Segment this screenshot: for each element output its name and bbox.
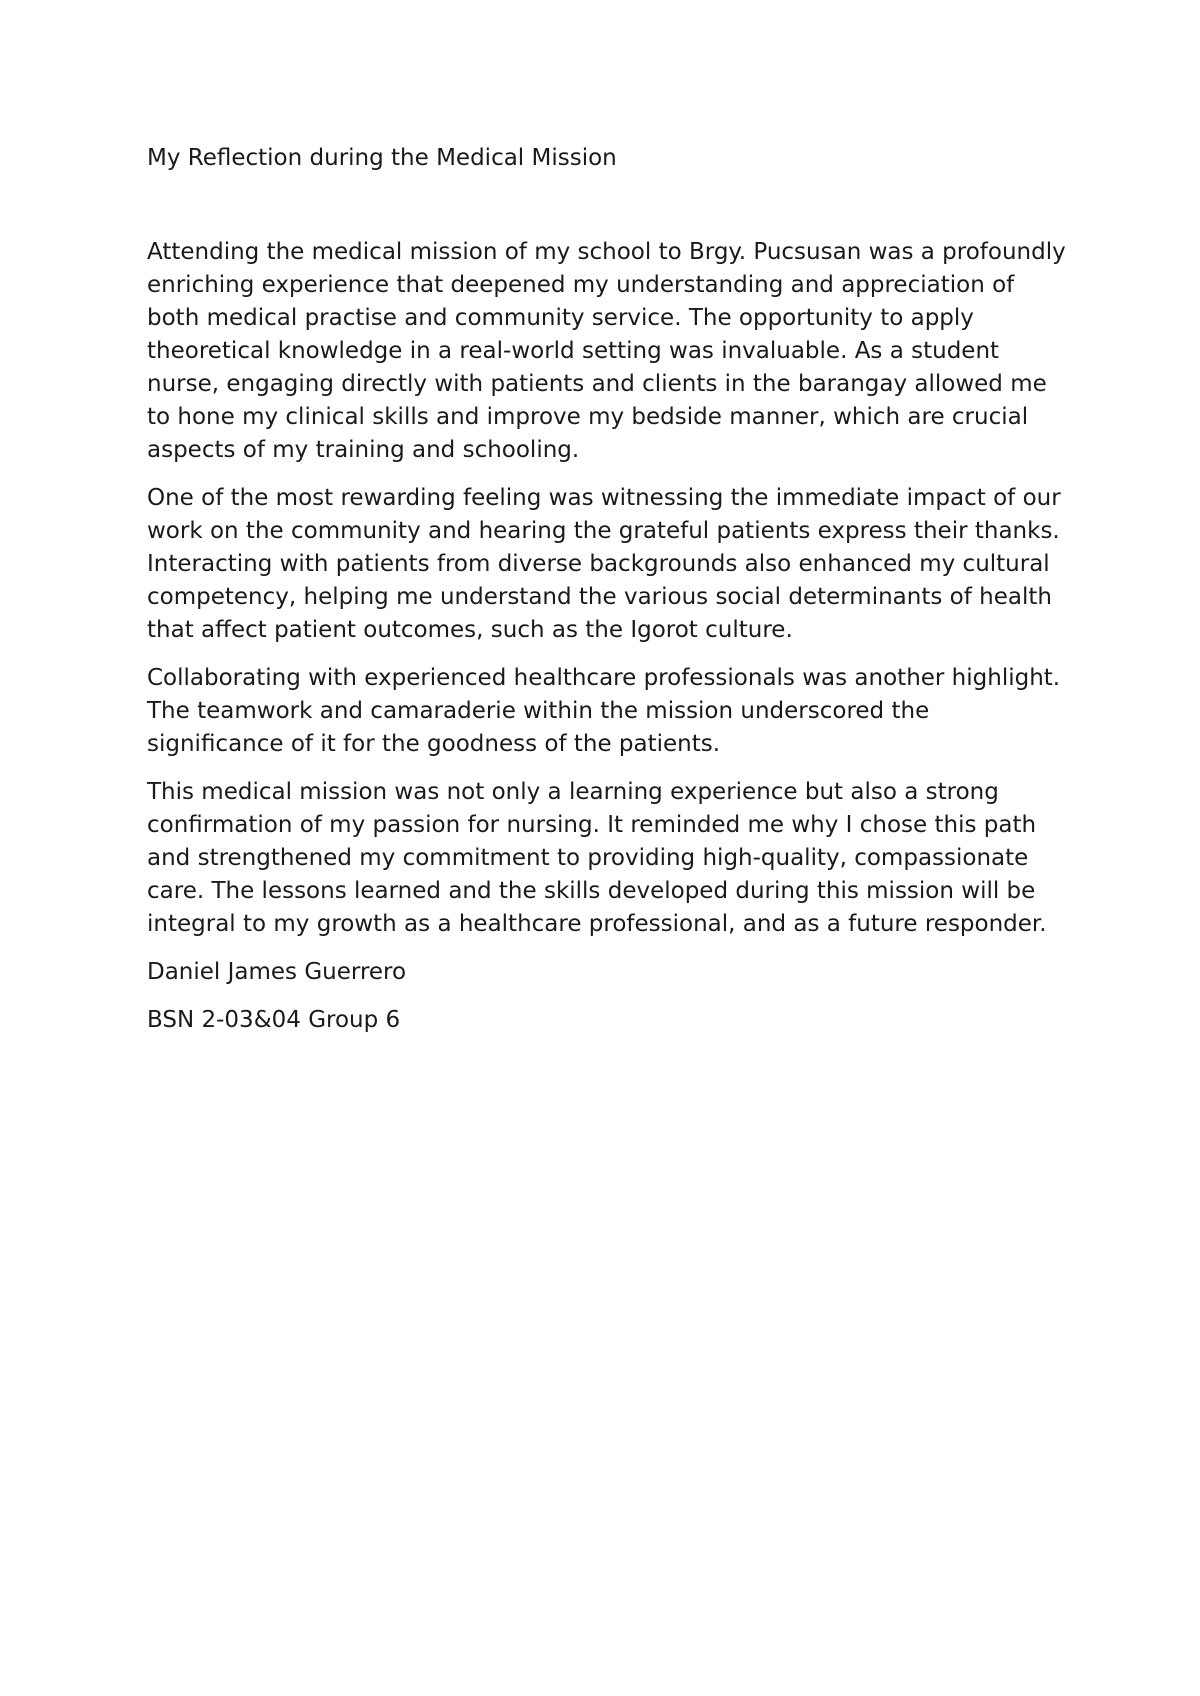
paragraph-4: This medical mission was not only a learning experience but also a strong confirmation of my passion for nursing. It reminded me why I chose this path and strengthened my commitment to providing high-quality, compassionate care. The lessons learned and the skills developed during this mission will be integral to my growth as a healthcare professional, and as a future responder. [147, 779, 1047, 937]
author-name: Daniel James Guerrero [147, 959, 407, 985]
paragraph-3: Collaborating with experienced healthcare professionals was another highlight. The teamwork and camaraderie within the mission underscored the significance of it for the goodness of the patients. [147, 665, 1061, 757]
document-body [147, 142, 1072, 1052]
document-title: My Reflection during the Medical Mission [147, 145, 617, 171]
paragraph-2: One of the most rewarding feeling was witnessing the immediate impact of our work on the community and hearing the grateful patients express their thanks. Interacting with patients from diverse backgrounds also enhanced my cultural competency, helping me understand the various social determinants of health that affect patient outcomes, such as the Igorot culture. [147, 485, 1061, 643]
paragraph-1: Attending the medical mission of my school to Brgy. Pucsusan was a profoundly enriching experience that deepened my understanding and appreciation of both medical practise and community service. The opportunity to apply theoretical knowledge in a real-world setting was invaluable. As a student nurse, engaging directly with patients and clients in the barangay allowed me to hone my clinical skills and improve my bedside manner, which are crucial aspects of my training and schooling. [147, 239, 1066, 463]
author-group: BSN 2-03&04 Group 6 [147, 1007, 401, 1033]
